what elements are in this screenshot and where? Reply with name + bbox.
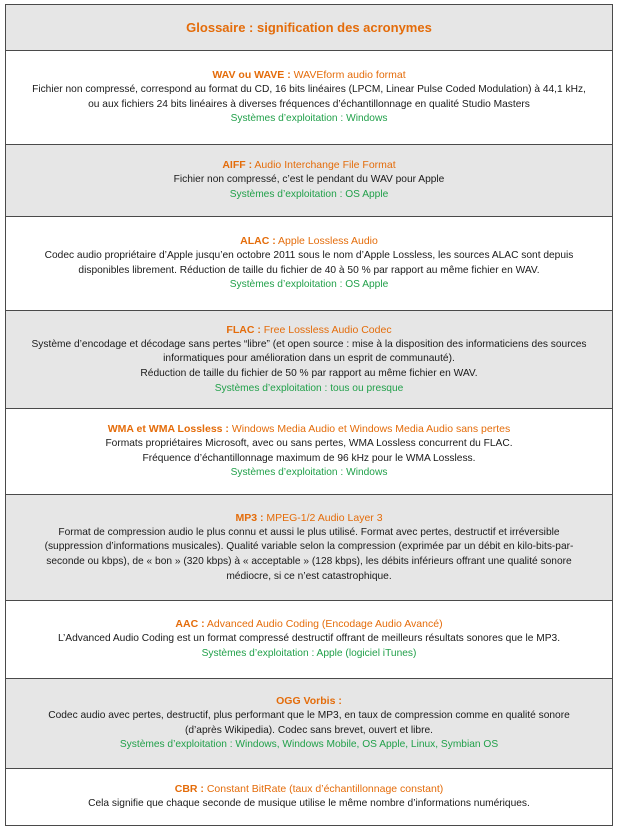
glossary-entry-wav bbox=[6, 51, 612, 145]
description-line: Format de compression audio le plus connu et aussi le plus utilisé. Format avec pertes, destructif et irréversible bbox=[58, 526, 560, 538]
description-line: (d’après Wikipedia). Codec sans brevet, ouvert et libre. bbox=[184, 724, 433, 736]
entry-os: Systèmes d’exploitation : OS Apple bbox=[229, 189, 389, 200]
description-line: Fréquence d’échantillonnage maximum de 96 kHz pour le WMA Lossless. bbox=[142, 452, 476, 464]
description-line: ou aux fichiers 24 bits linéaires à diverses fréquences d’échantillonnage en qualité Studio Masters bbox=[88, 98, 530, 110]
description-line: seconde ou kbps), de « bon » (320 kbps) à « acceptable » (128 kbps), les débits inférieurs offrant une qualité sonore bbox=[46, 556, 572, 567]
entry-os: Systèmes d’exploitation : OS Apple bbox=[229, 279, 389, 291]
entry-abbr: ALAC : bbox=[240, 235, 276, 248]
entry-abbr: WMA et WMA Lossless : bbox=[107, 423, 229, 436]
glossary-entry-aiff bbox=[6, 145, 612, 217]
glossary-title: Glossaire : signification des acronymes bbox=[186, 20, 432, 35]
glossary-table bbox=[5, 4, 613, 826]
entry-description bbox=[88, 797, 530, 812]
entry-title bbox=[175, 782, 443, 797]
glossary-entry-wma bbox=[6, 409, 612, 495]
entry-abbr: OGG Vorbis : bbox=[276, 695, 342, 708]
entry-description bbox=[45, 249, 574, 278]
entry-title bbox=[276, 694, 342, 709]
description-line: informatiques pour amélioration dans un esprit de communauté). bbox=[163, 353, 455, 365]
glossary-entry-ogg bbox=[6, 679, 612, 769]
entry-title bbox=[235, 511, 382, 526]
entry-os: Systèmes d’exploitation : Apple (logiciel iTunes) bbox=[201, 648, 417, 659]
description-line: (suppression d’informations musicales). Qualité variable selon la compression (exprimée par un débit en kilo-bits-par- bbox=[44, 541, 574, 553]
glossary-entry-alac bbox=[6, 217, 612, 311]
entry-title bbox=[226, 323, 391, 338]
entry-abbr: MP3 : bbox=[235, 511, 264, 524]
entry-description bbox=[32, 83, 586, 112]
entry-description bbox=[105, 437, 512, 466]
entry-abbr: FLAC : bbox=[226, 323, 261, 336]
entry-abbr: WAV ou WAVE : bbox=[212, 69, 291, 82]
entry-description bbox=[174, 173, 445, 188]
glossary-entry-cbr bbox=[6, 769, 612, 825]
entry-abbr: AIFF : bbox=[222, 159, 253, 172]
description-line: L’Advanced Audio Coding est un format compressé destructif offrant de meilleurs résultats sonores que le MP3. bbox=[57, 633, 561, 645]
entry-full-name: Windows Media Audio et Windows Media Audio sans pertes bbox=[228, 423, 511, 436]
description-line: Codec audio avec pertes, destructif, plus performant que le MP3, en taux de compression comme en qualité sonore bbox=[48, 710, 570, 722]
entry-title bbox=[175, 617, 442, 632]
description-line: Système d’encodage et décodage sans pertes “libre” (et open source : mise à la disposition des informaticiens des sources bbox=[31, 338, 587, 350]
entry-full-name: MPEG-1/2 Audio Layer 3 bbox=[263, 511, 383, 524]
entry-title bbox=[108, 422, 510, 437]
description-line: Codec audio propriétaire d’Apple jusqu’en octobre 2011 sous le nom d’Apple Lossless, les sources ALAC sont depuis bbox=[44, 250, 574, 262]
glossary-entry-flac bbox=[6, 311, 612, 409]
entry-description bbox=[32, 338, 587, 382]
entry-title bbox=[212, 68, 405, 83]
entry-title bbox=[222, 158, 395, 173]
description-line: disponibles librement. Réduction de taille du fichier de 40 à 50 % par rapport au même fichier en WAV. bbox=[78, 264, 540, 276]
entry-abbr: CBR : bbox=[174, 783, 204, 796]
entry-full-name: WAVEform audio format bbox=[290, 69, 406, 82]
entry-abbr: AAC : bbox=[175, 618, 205, 631]
entry-full-name: Constant BitRate (taux d’échantillonnage constant) bbox=[203, 783, 444, 796]
entry-title bbox=[240, 234, 378, 249]
entry-os: Systèmes d’exploitation : Windows bbox=[230, 467, 388, 479]
glossary-entry-aac bbox=[6, 601, 612, 679]
entry-full-name: Apple Lossless Audio bbox=[275, 235, 378, 248]
entry-os: Systèmes d’exploitation : tous ou presque bbox=[214, 382, 404, 394]
glossary-header-row bbox=[6, 5, 612, 51]
entry-description bbox=[48, 709, 570, 738]
entry-full-name: Audio Interchange File Format bbox=[252, 159, 396, 172]
entry-description bbox=[58, 632, 560, 647]
description-line: médiocre, si ce n’est catastrophique. bbox=[226, 570, 392, 582]
entry-os: Systèmes d’exploitation : Windows, Windows Mobile, OS Apple, Linux, Symbian OS bbox=[119, 739, 499, 751]
description-line: Fichier non compressé, correspond au format du CD, 16 bits linéaires (LPCM, Linear Pulse Coded Modulation) à 44,1 kHz, bbox=[32, 84, 586, 96]
description-line: Réduction de taille du fichier de 50 % par rapport au même fichier en WAV. bbox=[140, 368, 478, 379]
glossary-entry-mp3 bbox=[6, 495, 612, 601]
entry-os: Systèmes d’exploitation : Windows bbox=[230, 113, 388, 125]
description-line: Formats propriétaires Microsoft, avec ou sans pertes, WMA Lossless concurrent du FLAC. bbox=[105, 438, 513, 450]
entry-full-name: Free Lossless Audio Codec bbox=[260, 323, 392, 336]
description-line: Fichier non compressé, c’est le pendant du WAV pour Apple bbox=[173, 174, 445, 186]
entry-full-name: Advanced Audio Coding (Encodage Audio Avancé) bbox=[204, 618, 443, 631]
description-line: Cela signifie que chaque seconde de musique utilise le même nombre d’informations numériques. bbox=[88, 798, 530, 810]
entry-description bbox=[45, 526, 574, 584]
